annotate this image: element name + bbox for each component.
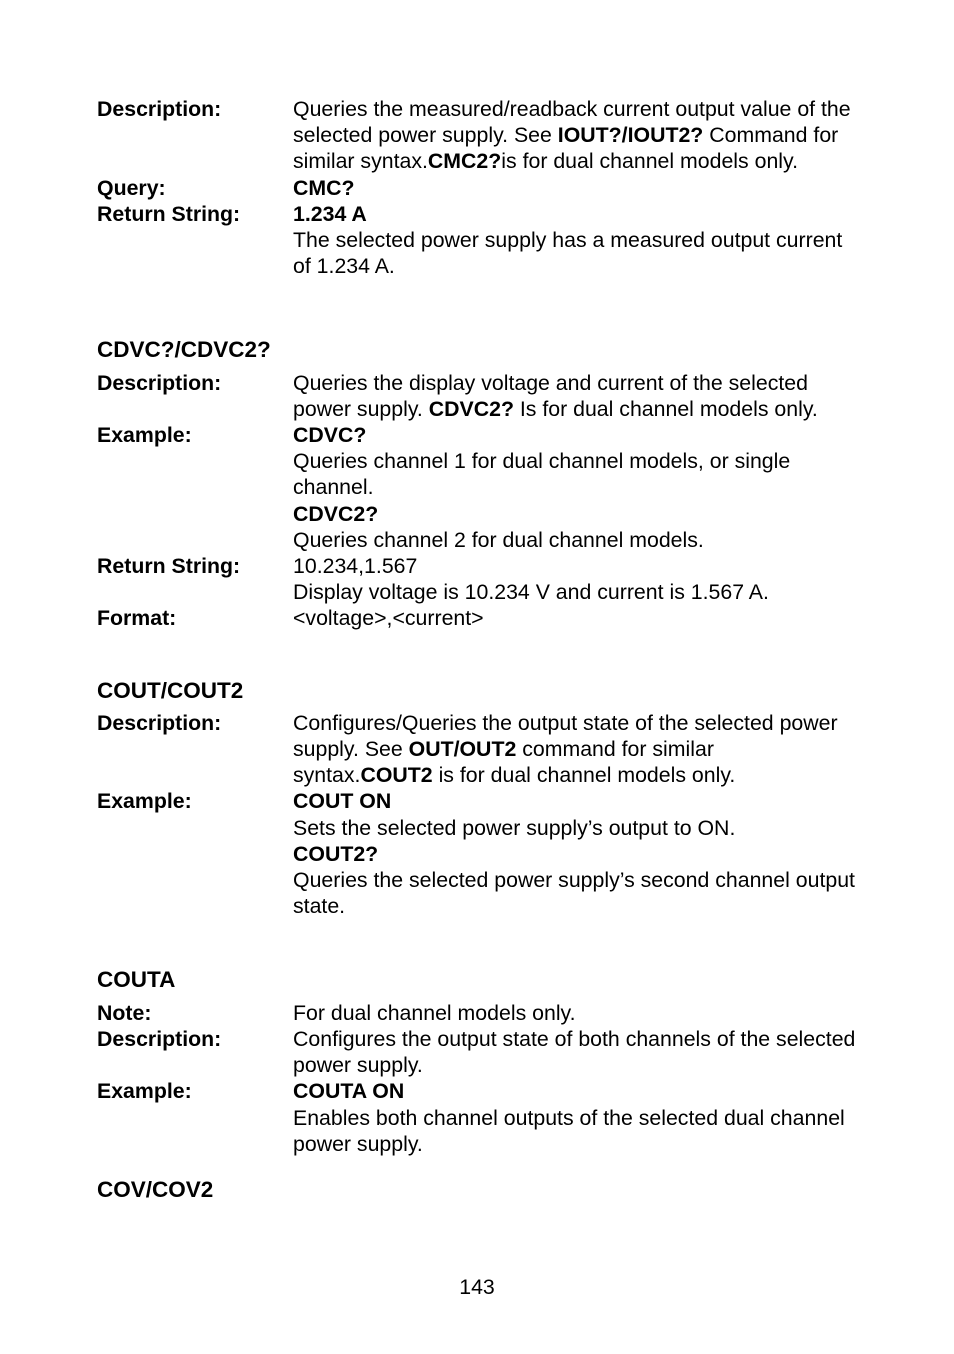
field-label: Query: [97,175,166,200]
return-value: 10.234,1.567 [293,554,418,579]
example-explanation: Queries the selected power supply’s second channel output state. [293,868,855,919]
field-label: Format: [97,606,177,631]
command-reference: COUT2 [360,763,433,788]
cdvc-description-text: Queries the display voltage and current of the selected power supply. CDVC2? Is for dual channel models only. [293,370,818,421]
return-explanation: The selected power supply has a measured output current of 1.234 A. [293,228,843,279]
example-command: COUT ON [293,789,392,814]
cdvc-format-row [97,605,857,631]
cmc-description-text: Queries the measured/readback current output value of the selected power supply. See IOUT?/IOUT2? Command for similar syntax.CMC2?is for dual channel models only. [293,97,851,174]
command-reference: IOUT?/IOUT2? [557,123,704,148]
cmc-description-row [97,96,857,175]
example-command: COUTA ON [293,1079,405,1104]
example-command: CDVC2? [293,501,379,526]
example-explanation: Enables both channel outputs of the selected dual channel power supply. [293,1105,845,1156]
field-label: Example: [97,1079,192,1104]
note-text: For dual channel models only. [293,1000,576,1025]
couta-description-text: Configures the output state of both channels of the selected power supply. [293,1026,856,1078]
query-command: CMC? [293,175,355,200]
cmc-query-row [97,175,857,201]
section-heading: COV/COV2 [97,1176,214,1202]
section-heading: COUTA [97,967,176,993]
example-explanation: Sets the selected power supply’s output to ON. [293,815,736,840]
field-label: Note: [97,1000,152,1025]
cdvc-example-row [97,422,857,553]
field-label: Example: [97,423,192,448]
couta-example-row [97,1078,857,1157]
couta-note-row [97,1000,857,1026]
field-label: Description: [97,370,222,395]
command-reference: CMC2? [427,149,502,174]
return-explanation: Display voltage is 10.234 V and current is 1.567 A. [293,580,769,605]
section-heading: COUT/COUT2 [97,677,244,703]
couta-description-row [97,1026,857,1078]
cmc-return-string-row [97,201,857,280]
field-label: Return String: [97,554,241,579]
format-value: <voltage>,<current> [293,606,484,631]
field-label: Example: [97,789,192,814]
cdvc-description-row [97,370,857,422]
section-heading: CDVC?/CDVC2? [97,337,271,363]
field-label: Description: [97,97,222,121]
field-label: Return String: [97,201,241,226]
cdvc-return-string-row [97,553,857,605]
cout-description-row [97,710,857,789]
example-explanation: Queries channel 1 for dual channel models, or single channel. [293,449,791,500]
command-reference: CDVC2? [428,396,514,421]
page-number: 143 [459,1275,495,1299]
cout-description-text: Configures/Queries the output state of the selected power supply. See OUT/OUT2 command for similar syntax.COUT2 is for dual channel models only. [293,710,838,788]
example-command: CDVC? [293,423,367,448]
return-value: 1.234 A [293,201,367,226]
example-command: COUT2? [293,841,379,866]
field-label: Description: [97,710,222,735]
command-reference: OUT/OUT2 [408,737,517,762]
example-explanation: Queries channel 2 for dual channel models. [293,527,704,552]
manual-page-content [97,96,857,1203]
cout-example-row [97,788,857,919]
field-label: Description: [97,1026,222,1051]
